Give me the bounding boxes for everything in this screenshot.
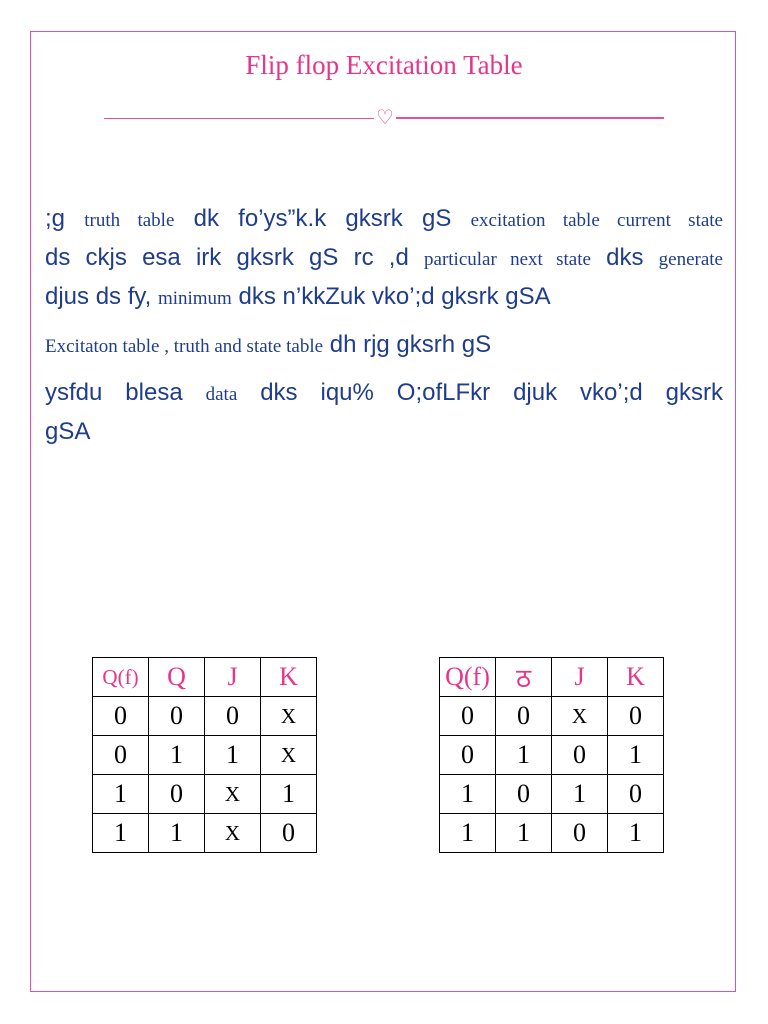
text-run: ds ckjs esa irk gksrk gS rc ,d: [45, 244, 425, 271]
table-cell: 0: [552, 736, 608, 775]
table-cell: 0: [93, 736, 149, 775]
table-cell: X: [261, 697, 317, 736]
table-cell: 1: [552, 775, 608, 814]
table-cell: 1: [440, 775, 496, 814]
text-run: excitation table current state: [470, 210, 723, 231]
text-run: dh rjg gksrh gS: [323, 331, 492, 358]
table-row: [93, 775, 317, 814]
header-cell: ठ: [496, 658, 552, 697]
second-excitation-table: [439, 657, 664, 853]
divider-line-right: [396, 117, 664, 119]
table-row: [93, 697, 317, 736]
table-cell: 0: [552, 814, 608, 853]
text-run: dk fo’ys”k.k gksrk gS: [174, 205, 471, 232]
table-cell: 1: [205, 736, 261, 775]
text-run: ;g: [45, 205, 85, 232]
header-cell: Q: [149, 658, 205, 697]
text-run: dks n’kkZuk vko’;d gksrk gSA: [231, 283, 551, 310]
paragraph-line: [45, 373, 723, 412]
table-cell: 1: [608, 814, 664, 853]
table-cell: 0: [205, 697, 261, 736]
table-row: [93, 814, 317, 853]
table-cell: 1: [261, 775, 317, 814]
table-header-row: [93, 658, 317, 697]
table-cell: 0: [149, 775, 205, 814]
paragraph-data-note: [45, 373, 723, 451]
paragraph-line: [45, 238, 723, 277]
header-cell: J: [552, 658, 608, 697]
table-cell: 0: [608, 775, 664, 814]
paragraph-intro: [45, 199, 723, 316]
text-run: djus ds fy,: [45, 283, 158, 310]
page-title: Flip flop Excitation Table: [245, 50, 523, 80]
heart-icon: ♡: [376, 105, 394, 129]
text-run: dks: [590, 244, 659, 271]
text-run: data: [205, 384, 238, 405]
table-row: [440, 775, 664, 814]
table-row: [440, 697, 664, 736]
title-divider: [104, 105, 664, 129]
table-cell: 1: [93, 775, 149, 814]
paragraph-line: [45, 277, 723, 316]
table-cell: 1: [496, 814, 552, 853]
header-cell: K: [608, 658, 664, 697]
text-run: truth table: [84, 210, 175, 231]
paragraph-line: [45, 199, 723, 238]
text-run: minimum: [157, 288, 232, 309]
table-row: [93, 736, 317, 775]
table-cell: 0: [440, 736, 496, 775]
text-run: ysfdu blesa: [45, 379, 206, 406]
jk-excitation-table: [92, 657, 317, 853]
table-cell: 1: [496, 736, 552, 775]
table-cell: X: [261, 736, 317, 775]
text-run: Excitaton table , truth and state table: [45, 336, 324, 357]
table-cell: 1: [608, 736, 664, 775]
table-cell: X: [205, 814, 261, 853]
table-cell: 1: [149, 814, 205, 853]
paragraph-comparison: [45, 325, 723, 366]
table-cell: 1: [149, 736, 205, 775]
header-cell: Q(f): [93, 658, 149, 697]
table-cell: 0: [261, 814, 317, 853]
table-cell: 0: [608, 697, 664, 736]
table-cell: 0: [440, 697, 496, 736]
table-row: [440, 736, 664, 775]
header-cell: Q(f): [440, 658, 496, 697]
divider-line-left: [104, 118, 374, 119]
table-cell: 0: [149, 697, 205, 736]
table-row: [440, 814, 664, 853]
header-cell: J: [205, 658, 261, 697]
table-cell: 1: [440, 814, 496, 853]
table-cell: X: [552, 697, 608, 736]
table-cell: 0: [93, 697, 149, 736]
text-run: generate: [658, 249, 723, 270]
table-cell: 1: [93, 814, 149, 853]
header-cell: K: [261, 658, 317, 697]
text-run: dks iqu% O;ofLFkr djuk vko’;d gksrk: [237, 379, 723, 406]
text-run: particular next state: [424, 249, 591, 270]
table-cell: 0: [496, 775, 552, 814]
table-cell: 0: [496, 697, 552, 736]
table-cell: X: [205, 775, 261, 814]
paragraph-line: gSA: [45, 418, 91, 445]
table-header-row: [440, 658, 664, 697]
